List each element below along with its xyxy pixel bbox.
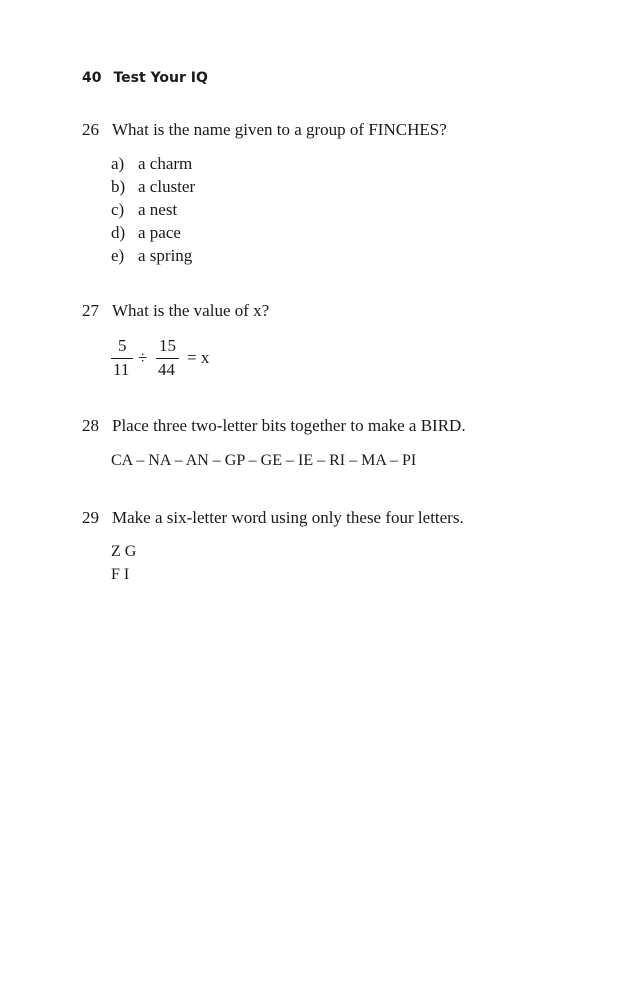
question-number: 29 xyxy=(82,508,99,527)
option-label: b) xyxy=(111,177,126,196)
fraction-2-denominator: 44 xyxy=(158,360,175,379)
fraction-2-bar xyxy=(156,358,179,359)
running-head xyxy=(82,70,208,86)
option-label: d) xyxy=(111,223,126,242)
letter-grid-row: Z G xyxy=(111,543,137,560)
option-label: e) xyxy=(111,246,125,265)
letter-pairs: CA – NA – AN – GP – GE – IE – RI – MA – PI xyxy=(111,452,417,469)
page-number: 40 xyxy=(82,70,102,86)
fraction-2-numerator: 15 xyxy=(159,336,176,355)
option-text: a cluster xyxy=(138,177,196,196)
option-text: a pace xyxy=(138,223,181,242)
option-b xyxy=(111,175,195,198)
question-text: Make a six-letter word using only these four letters. xyxy=(112,508,464,527)
option-d xyxy=(111,221,195,244)
question-number: 28 xyxy=(82,416,99,435)
equals-x: = x xyxy=(187,348,210,367)
question-28 xyxy=(82,416,466,436)
fraction-1-denominator: 11 xyxy=(113,360,130,379)
question-number: 27 xyxy=(82,301,99,320)
option-text: a spring xyxy=(138,246,193,265)
option-e xyxy=(111,244,195,267)
question-text: What is the value of x? xyxy=(112,301,270,320)
divide-sign: ÷ xyxy=(138,348,148,367)
option-c xyxy=(111,198,195,221)
letter-grid-row: F I xyxy=(111,566,130,583)
question-26 xyxy=(82,120,447,140)
option-text: a nest xyxy=(138,200,178,219)
fraction-equation xyxy=(111,336,231,382)
question-27 xyxy=(82,301,269,321)
book-title: Test Your IQ xyxy=(113,70,208,86)
option-text: a charm xyxy=(138,154,193,173)
option-a xyxy=(111,152,195,175)
question-number: 26 xyxy=(82,120,99,139)
question-29 xyxy=(82,508,464,528)
answer-options xyxy=(111,152,195,267)
fraction-1-numerator: 5 xyxy=(118,336,127,355)
question-text: Place three two-letter bits together to make a BIRD. xyxy=(112,416,466,435)
letter-grid xyxy=(111,540,136,586)
question-text: What is the name given to a group of FINCHES? xyxy=(112,120,447,139)
fraction-1-bar xyxy=(111,358,133,359)
option-label: a) xyxy=(111,154,125,173)
option-label: c) xyxy=(111,200,125,219)
